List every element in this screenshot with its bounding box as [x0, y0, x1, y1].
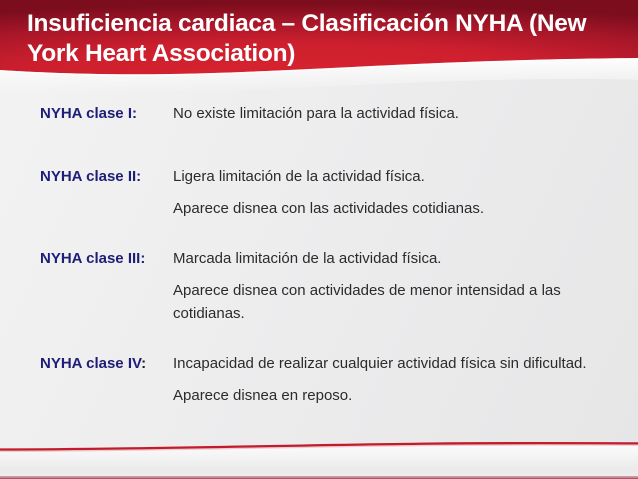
- description-paragraph: Incapacidad de realizar cualquier actividad física sin dificultad.: [173, 355, 587, 372]
- nyha-class-row: [40, 165, 600, 220]
- description-paragraph: Ligera limitación de la actividad física.: [173, 168, 425, 185]
- nyha-class-label: NYHA clase IV:: [40, 355, 147, 372]
- nyha-class-label: NYHA clase I:: [40, 105, 137, 122]
- description-paragraph: Aparece disnea con las actividades cotidianas.: [173, 200, 485, 217]
- description-paragraph: Aparece disnea con actividades de menor intensidad a las cotidianas.: [173, 282, 561, 322]
- description-paragraph: Marcada limitación de la actividad física.: [173, 250, 442, 267]
- nyha-class-label: NYHA clase II:: [40, 168, 142, 185]
- footer-band: [0, 435, 638, 479]
- slide-title: Insuficiencia cardiaca – Clasificación NYHA (New York Heart Association): [27, 10, 587, 67]
- nyha-class-row: [40, 102, 600, 125]
- footer-bottom-strip-light: [0, 476, 638, 478]
- nyha-class-row: [40, 247, 600, 325]
- description-paragraph: No existe limitación para la actividad física.: [173, 105, 459, 122]
- nyha-class-description: [173, 352, 600, 407]
- nyha-class-description: [173, 247, 600, 325]
- nyha-class-row: [40, 352, 600, 407]
- description-paragraph: Aparece disnea en reposo.: [173, 387, 353, 404]
- nyha-class-label: NYHA clase III:: [40, 250, 146, 267]
- nyha-class-description: [173, 165, 600, 220]
- nyha-class-description: [173, 102, 600, 125]
- nyha-class-list: [40, 102, 600, 434]
